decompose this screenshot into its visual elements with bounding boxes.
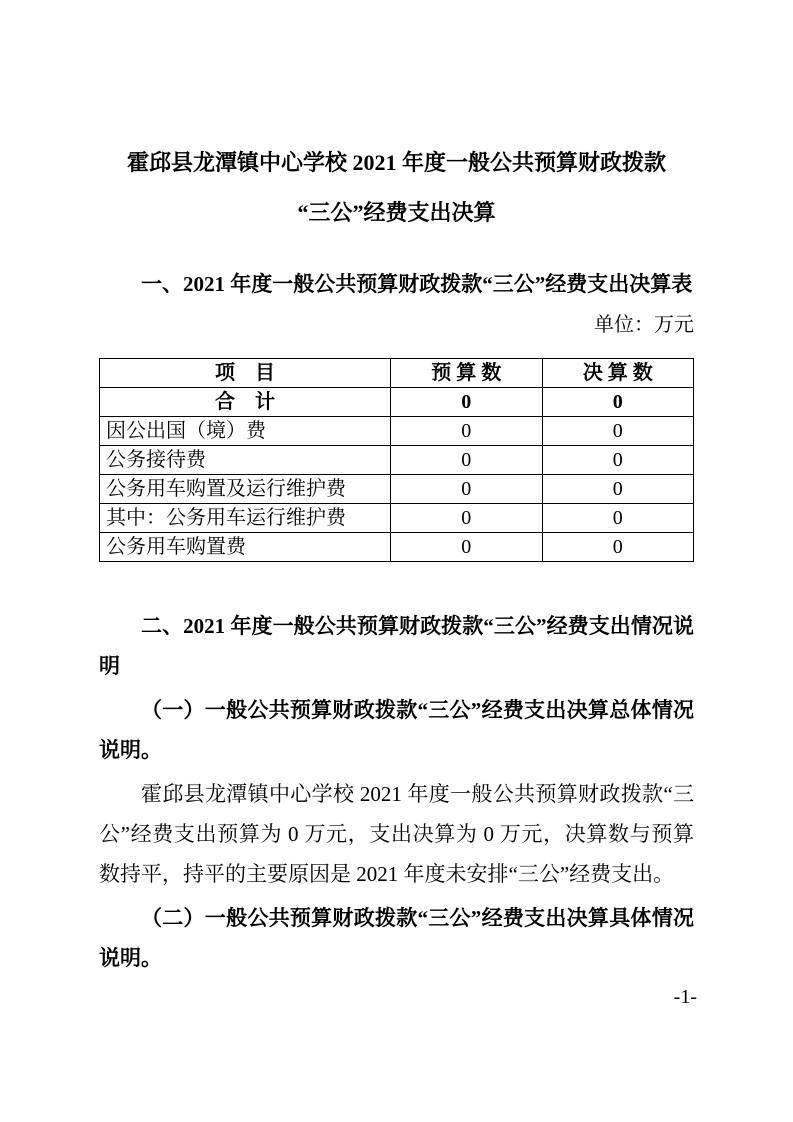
table-row xyxy=(100,504,694,533)
table-row xyxy=(100,446,694,475)
page-number: -1- xyxy=(673,986,697,1008)
row-final: 0 xyxy=(542,446,693,475)
row-label: 合 计 xyxy=(100,388,391,417)
row-label: 因公出国（境）费 xyxy=(100,417,391,446)
section2-heading: 二、2021 年度一般公共预算财政拨款“三公”经费支出情况说明 xyxy=(99,614,694,678)
table-row xyxy=(100,475,694,504)
row-budget: 0 xyxy=(391,533,542,562)
header-final: 决 算 数 xyxy=(542,359,693,388)
table-row xyxy=(100,533,694,562)
header-budget: 预 算 数 xyxy=(391,359,542,388)
para1-body: 霍邱县龙潭镇中心学校 2021 年度一般公共预算财政拨款“三公”经费支出预算为 0 万元，支出决算为 0 万元，决算数与预算数持平，持平的主要原因是 2021 年度未安排“三公”经费支出。 xyxy=(99,782,694,886)
row-label: 公务用车购置及运行维护费 xyxy=(100,475,391,504)
table-header-row xyxy=(100,359,694,388)
row-budget: 0 xyxy=(391,417,542,446)
row-label: 其中：公务用车运行维护费 xyxy=(100,504,391,533)
row-final: 0 xyxy=(542,533,693,562)
para2-heading: （二）一般公共预算财政拨款“三公”经费支出决算具体情况说明。 xyxy=(99,906,694,970)
header-item: 项 目 xyxy=(100,359,391,388)
row-budget: 0 xyxy=(391,388,542,417)
row-final: 0 xyxy=(542,417,693,446)
row-budget: 0 xyxy=(391,475,542,504)
table-row xyxy=(100,417,694,446)
row-label: 公务接待费 xyxy=(100,446,391,475)
para1-heading: （一）一般公共预算财政拨款“三公”经费支出决算总体情况说明。 xyxy=(99,698,694,762)
row-final: 0 xyxy=(542,504,693,533)
table-row xyxy=(100,388,694,417)
row-final: 0 xyxy=(542,475,693,504)
row-budget: 0 xyxy=(391,446,542,475)
unit-label: 单位：万元 xyxy=(594,314,694,336)
section1-heading: 一、2021 年度一般公共预算财政拨款“三公”经费支出决算表 xyxy=(141,272,693,296)
row-label: 公务用车购置费 xyxy=(100,533,391,562)
title-line-1: 霍邱县龙潭镇中心学校 2021 年度一般公共预算财政拨款 xyxy=(126,150,666,175)
document-title xyxy=(99,138,694,238)
expense-table xyxy=(99,358,694,562)
row-budget: 0 xyxy=(391,504,542,533)
title-line-2: “三公”经费支出决算 xyxy=(297,200,496,225)
row-final: 0 xyxy=(542,388,693,417)
